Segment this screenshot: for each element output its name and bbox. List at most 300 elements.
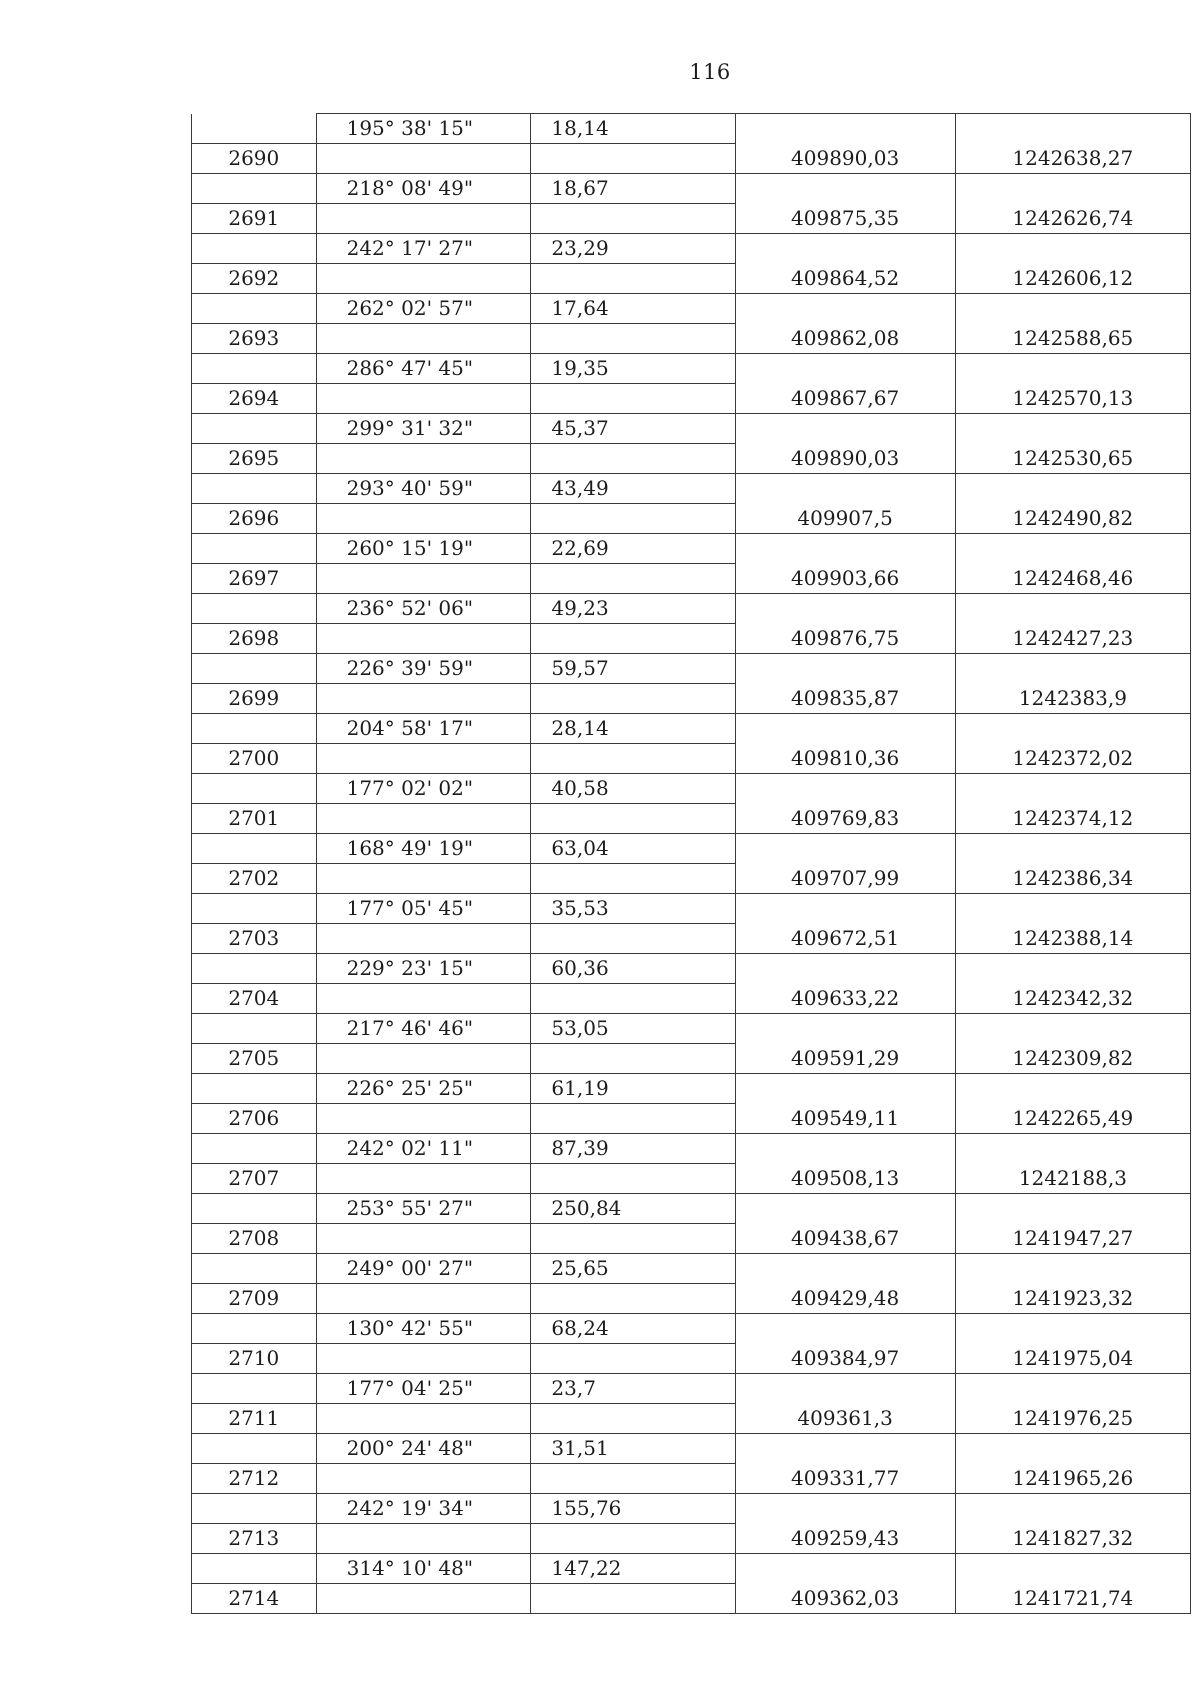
y-coordinate-cell: 1241827,32 <box>955 1524 1190 1554</box>
point-row <box>192 924 1191 954</box>
distance-cell <box>531 324 735 354</box>
distance-cell <box>531 684 735 714</box>
distance-cell <box>531 564 735 594</box>
x-coordinate-cell <box>735 534 955 564</box>
x-coordinate-cell: 409384,97 <box>735 1344 955 1374</box>
point-number-cell: 2711 <box>192 1404 317 1434</box>
x-coordinate-cell: 409769,83 <box>735 804 955 834</box>
point-number-cell: 2709 <box>192 1284 317 1314</box>
y-coordinate-cell <box>955 894 1190 924</box>
bearing-cell <box>316 384 531 414</box>
point-row <box>192 1284 1191 1314</box>
page-number: 116 <box>689 60 731 84</box>
y-coordinate-cell: 1242626,74 <box>955 204 1190 234</box>
bearing-cell <box>316 1464 531 1494</box>
distance-cell <box>531 1164 735 1194</box>
y-coordinate-cell <box>955 1254 1190 1284</box>
distance-cell <box>531 924 735 954</box>
bearing-cell: 286° 47' 45" <box>316 354 531 384</box>
y-coordinate-cell <box>955 114 1190 144</box>
point-number-cell <box>192 294 317 324</box>
point-row <box>192 384 1191 414</box>
bearing-cell <box>316 1224 531 1254</box>
x-coordinate-cell <box>735 1314 955 1344</box>
point-number-cell: 2694 <box>192 384 317 414</box>
point-row <box>192 264 1191 294</box>
segment-row <box>192 1254 1191 1284</box>
bearing-cell: 242° 02' 11" <box>316 1134 531 1164</box>
segment-row <box>192 1314 1191 1344</box>
y-coordinate-cell <box>955 654 1190 684</box>
segment-row <box>192 834 1191 864</box>
x-coordinate-cell <box>735 1134 955 1164</box>
y-coordinate-cell <box>955 714 1190 744</box>
point-number-cell <box>192 414 317 444</box>
y-coordinate-cell: 1242468,46 <box>955 564 1190 594</box>
distance-cell: 87,39 <box>531 1134 735 1164</box>
x-coordinate-cell <box>735 294 955 324</box>
y-coordinate-cell: 1242606,12 <box>955 264 1190 294</box>
x-coordinate-cell: 409259,43 <box>735 1524 955 1554</box>
x-coordinate-cell: 409875,35 <box>735 204 955 234</box>
point-number-cell: 2696 <box>192 504 317 534</box>
bearing-cell <box>316 1404 531 1434</box>
point-row <box>192 1104 1191 1134</box>
point-number-cell <box>192 1554 317 1584</box>
x-coordinate-cell <box>735 174 955 204</box>
y-coordinate-cell: 1242383,9 <box>955 684 1190 714</box>
segment-row <box>192 774 1191 804</box>
point-row <box>192 1524 1191 1554</box>
bearing-cell: 314° 10' 48" <box>316 1554 531 1584</box>
segment-row <box>192 1374 1191 1404</box>
distance-cell <box>531 864 735 894</box>
point-number-cell <box>192 1014 317 1044</box>
point-number-cell <box>192 1494 317 1524</box>
point-number-cell <box>192 654 317 684</box>
bearing-cell <box>316 1524 531 1554</box>
x-coordinate-cell: 409890,03 <box>735 144 955 174</box>
distance-cell: 23,29 <box>531 234 735 264</box>
point-row <box>192 504 1191 534</box>
y-coordinate-cell <box>955 1554 1190 1584</box>
bearing-cell <box>316 564 531 594</box>
y-coordinate-cell: 1242388,14 <box>955 924 1190 954</box>
y-coordinate-cell <box>955 414 1190 444</box>
bearing-cell: 195° 38' 15" <box>316 114 531 144</box>
x-coordinate-cell: 409864,52 <box>735 264 955 294</box>
bearing-cell <box>316 444 531 474</box>
bearing-cell <box>316 624 531 654</box>
y-coordinate-cell: 1241721,74 <box>955 1584 1190 1614</box>
point-number-cell: 2712 <box>192 1464 317 1494</box>
y-coordinate-cell <box>955 1194 1190 1224</box>
distance-cell: 43,49 <box>531 474 735 504</box>
y-coordinate-cell: 1242342,32 <box>955 984 1190 1014</box>
bearing-cell: 226° 39' 59" <box>316 654 531 684</box>
point-number-cell: 2702 <box>192 864 317 894</box>
distance-cell: 23,7 <box>531 1374 735 1404</box>
y-coordinate-cell <box>955 1374 1190 1404</box>
y-coordinate-cell <box>955 294 1190 324</box>
x-coordinate-cell: 409890,03 <box>735 444 955 474</box>
y-coordinate-cell: 1242638,27 <box>955 144 1190 174</box>
point-number-cell <box>192 1194 317 1224</box>
distance-cell: 31,51 <box>531 1434 735 1464</box>
point-number-cell: 2698 <box>192 624 317 654</box>
x-coordinate-cell: 409362,03 <box>735 1584 955 1614</box>
point-number-cell: 2693 <box>192 324 317 354</box>
point-row <box>192 864 1191 894</box>
distance-cell <box>531 444 735 474</box>
point-row <box>192 144 1191 174</box>
x-coordinate-cell <box>735 474 955 504</box>
distance-cell <box>531 384 735 414</box>
distance-cell: 59,57 <box>531 654 735 684</box>
point-number-cell: 2708 <box>192 1224 317 1254</box>
distance-cell: 63,04 <box>531 834 735 864</box>
distance-cell <box>531 144 735 174</box>
bearing-cell: 130° 42' 55" <box>316 1314 531 1344</box>
point-number-cell <box>192 714 317 744</box>
x-coordinate-cell: 409429,48 <box>735 1284 955 1314</box>
distance-cell <box>531 1284 735 1314</box>
bearing-cell: 236° 52' 06" <box>316 594 531 624</box>
bearing-cell <box>316 504 531 534</box>
point-number-cell: 2705 <box>192 1044 317 1074</box>
y-coordinate-cell <box>955 774 1190 804</box>
x-coordinate-cell <box>735 1434 955 1464</box>
distance-cell: 35,53 <box>531 894 735 924</box>
y-coordinate-cell: 1242265,49 <box>955 1104 1190 1134</box>
point-row <box>192 444 1191 474</box>
bearing-cell <box>316 324 531 354</box>
distance-cell <box>531 1224 735 1254</box>
segment-row <box>192 174 1191 204</box>
distance-cell <box>531 804 735 834</box>
segment-row <box>192 1554 1191 1584</box>
x-coordinate-cell: 409867,67 <box>735 384 955 414</box>
x-coordinate-cell <box>735 414 955 444</box>
point-number-cell <box>192 1134 317 1164</box>
point-number-cell <box>192 474 317 504</box>
bearing-cell <box>316 1284 531 1314</box>
point-row <box>192 684 1191 714</box>
bearing-cell <box>316 1584 531 1614</box>
point-row <box>192 1404 1191 1434</box>
bearing-cell: 168° 49' 19" <box>316 834 531 864</box>
distance-cell: 18,67 <box>531 174 735 204</box>
y-coordinate-cell <box>955 234 1190 264</box>
bearing-cell: 177° 04' 25" <box>316 1374 531 1404</box>
bearing-cell <box>316 744 531 774</box>
segment-row <box>192 654 1191 684</box>
point-row <box>192 804 1191 834</box>
point-number-cell <box>192 1434 317 1464</box>
x-coordinate-cell <box>735 114 955 144</box>
y-coordinate-cell: 1242588,65 <box>955 324 1190 354</box>
bearing-cell: 242° 19' 34" <box>316 1494 531 1524</box>
x-coordinate-cell <box>735 654 955 684</box>
distance-cell: 60,36 <box>531 954 735 984</box>
y-coordinate-cell: 1242386,34 <box>955 864 1190 894</box>
segment-row <box>192 714 1191 744</box>
point-row <box>192 1584 1191 1614</box>
bearing-cell: 177° 05' 45" <box>316 894 531 924</box>
bearing-cell <box>316 264 531 294</box>
bearing-cell: 249° 00' 27" <box>316 1254 531 1284</box>
point-number-cell: 2692 <box>192 264 317 294</box>
distance-cell: 49,23 <box>531 594 735 624</box>
point-number-cell <box>192 114 317 144</box>
x-coordinate-cell <box>735 354 955 384</box>
x-coordinate-cell: 409549,11 <box>735 1104 955 1134</box>
y-coordinate-cell: 1241976,25 <box>955 1404 1190 1434</box>
x-coordinate-cell <box>735 1074 955 1104</box>
point-row <box>192 1044 1191 1074</box>
coordinate-table <box>191 113 1191 1614</box>
bearing-cell <box>316 864 531 894</box>
distance-cell: 18,14 <box>531 114 735 144</box>
y-coordinate-cell <box>955 1014 1190 1044</box>
point-number-cell <box>192 1374 317 1404</box>
segment-row <box>192 954 1191 984</box>
x-coordinate-cell: 409862,08 <box>735 324 955 354</box>
x-coordinate-cell: 409591,29 <box>735 1044 955 1074</box>
segment-row <box>192 1494 1191 1524</box>
y-coordinate-cell: 1242427,23 <box>955 624 1190 654</box>
x-coordinate-cell: 409438,67 <box>735 1224 955 1254</box>
distance-cell <box>531 1044 735 1074</box>
y-coordinate-cell <box>955 594 1190 624</box>
distance-cell: 40,58 <box>531 774 735 804</box>
x-coordinate-cell: 409907,5 <box>735 504 955 534</box>
bearing-cell: 299° 31' 32" <box>316 414 531 444</box>
distance-cell <box>531 1404 735 1434</box>
distance-cell <box>531 264 735 294</box>
y-coordinate-cell <box>955 1134 1190 1164</box>
point-number-cell <box>192 834 317 864</box>
point-number-cell: 2700 <box>192 744 317 774</box>
y-coordinate-cell: 1242374,12 <box>955 804 1190 834</box>
x-coordinate-cell <box>735 1374 955 1404</box>
point-number-cell: 2697 <box>192 564 317 594</box>
x-coordinate-cell: 409707,99 <box>735 864 955 894</box>
x-coordinate-cell <box>735 894 955 924</box>
x-coordinate-cell: 409672,51 <box>735 924 955 954</box>
point-number-cell: 2690 <box>192 144 317 174</box>
y-coordinate-cell <box>955 834 1190 864</box>
distance-cell <box>531 1344 735 1374</box>
bearing-cell: 260° 15' 19" <box>316 534 531 564</box>
distance-cell <box>531 1584 735 1614</box>
point-row <box>192 624 1191 654</box>
x-coordinate-cell: 409508,13 <box>735 1164 955 1194</box>
y-coordinate-cell <box>955 354 1190 384</box>
x-coordinate-cell: 409633,22 <box>735 984 955 1014</box>
y-coordinate-cell: 1242530,65 <box>955 444 1190 474</box>
y-coordinate-cell: 1242490,82 <box>955 504 1190 534</box>
bearing-cell: 217° 46' 46" <box>316 1014 531 1044</box>
y-coordinate-cell <box>955 534 1190 564</box>
x-coordinate-cell <box>735 594 955 624</box>
point-number-cell <box>192 174 317 204</box>
distance-cell <box>531 1524 735 1554</box>
bearing-cell <box>316 1044 531 1074</box>
bearing-cell: 226° 25' 25" <box>316 1074 531 1104</box>
point-row <box>192 324 1191 354</box>
point-number-cell <box>192 954 317 984</box>
bearing-cell <box>316 984 531 1014</box>
segment-row <box>192 1014 1191 1044</box>
y-coordinate-cell: 1241965,26 <box>955 1464 1190 1494</box>
distance-cell: 45,37 <box>531 414 735 444</box>
point-row <box>192 204 1191 234</box>
point-number-cell: 2707 <box>192 1164 317 1194</box>
x-coordinate-cell: 409903,66 <box>735 564 955 594</box>
x-coordinate-cell <box>735 1554 955 1584</box>
point-number-cell <box>192 774 317 804</box>
distance-cell: 22,69 <box>531 534 735 564</box>
point-number-cell: 2691 <box>192 204 317 234</box>
segment-row <box>192 294 1191 324</box>
y-coordinate-cell: 1241923,32 <box>955 1284 1190 1314</box>
distance-cell: 147,22 <box>531 1554 735 1584</box>
point-row <box>192 1344 1191 1374</box>
bearing-cell <box>316 924 531 954</box>
y-coordinate-cell: 1242372,02 <box>955 744 1190 774</box>
bearing-cell: 177° 02' 02" <box>316 774 531 804</box>
x-coordinate-cell <box>735 954 955 984</box>
bearing-cell <box>316 804 531 834</box>
point-row <box>192 564 1191 594</box>
x-coordinate-cell: 409810,36 <box>735 744 955 774</box>
segment-row <box>192 894 1191 924</box>
segment-row <box>192 534 1191 564</box>
bearing-cell: 262° 02' 57" <box>316 294 531 324</box>
point-number-cell <box>192 1074 317 1104</box>
bearing-cell: 200° 24' 48" <box>316 1434 531 1464</box>
bearing-cell <box>316 1164 531 1194</box>
distance-cell <box>531 624 735 654</box>
distance-cell: 61,19 <box>531 1074 735 1104</box>
point-number-cell: 2695 <box>192 444 317 474</box>
bearing-cell: 229° 23' 15" <box>316 954 531 984</box>
segment-row <box>192 1134 1191 1164</box>
y-coordinate-cell <box>955 474 1190 504</box>
segment-row <box>192 354 1191 384</box>
segment-row <box>192 594 1191 624</box>
distance-cell <box>531 744 735 774</box>
point-number-cell <box>192 1314 317 1344</box>
coordinate-table-body <box>192 114 1191 1614</box>
segment-row <box>192 1194 1191 1224</box>
point-number-cell <box>192 354 317 384</box>
bearing-cell: 204° 58' 17" <box>316 714 531 744</box>
point-number-cell: 2704 <box>192 984 317 1014</box>
x-coordinate-cell: 409835,87 <box>735 684 955 714</box>
x-coordinate-cell <box>735 1014 955 1044</box>
distance-cell: 25,65 <box>531 1254 735 1284</box>
distance-cell: 250,84 <box>531 1194 735 1224</box>
bearing-cell <box>316 684 531 714</box>
point-row <box>192 984 1191 1014</box>
segment-row <box>192 114 1191 144</box>
y-coordinate-cell <box>955 1434 1190 1464</box>
x-coordinate-cell <box>735 1254 955 1284</box>
x-coordinate-cell <box>735 834 955 864</box>
y-coordinate-cell <box>955 174 1190 204</box>
point-number-cell: 2714 <box>192 1584 317 1614</box>
bearing-cell <box>316 1104 531 1134</box>
point-number-cell <box>192 894 317 924</box>
point-number-cell: 2701 <box>192 804 317 834</box>
distance-cell: 53,05 <box>531 1014 735 1044</box>
bearing-cell <box>316 144 531 174</box>
distance-cell: 19,35 <box>531 354 735 384</box>
distance-cell: 155,76 <box>531 1494 735 1524</box>
distance-cell: 28,14 <box>531 714 735 744</box>
y-coordinate-cell <box>955 1494 1190 1524</box>
point-number-cell: 2706 <box>192 1104 317 1134</box>
y-coordinate-cell: 1242309,82 <box>955 1044 1190 1074</box>
point-number-cell <box>192 234 317 264</box>
bearing-cell: 218° 08' 49" <box>316 174 531 204</box>
point-number-cell <box>192 534 317 564</box>
segment-row <box>192 414 1191 444</box>
bearing-cell <box>316 204 531 234</box>
y-coordinate-cell: 1242570,13 <box>955 384 1190 414</box>
y-coordinate-cell: 1242188,3 <box>955 1164 1190 1194</box>
bearing-cell <box>316 1344 531 1374</box>
bearing-cell: 242° 17' 27" <box>316 234 531 264</box>
y-coordinate-cell: 1241947,27 <box>955 1224 1190 1254</box>
y-coordinate-cell <box>955 954 1190 984</box>
point-number-cell <box>192 1254 317 1284</box>
distance-cell <box>531 204 735 234</box>
distance-cell: 68,24 <box>531 1314 735 1344</box>
x-coordinate-cell <box>735 234 955 264</box>
distance-cell <box>531 1104 735 1134</box>
x-coordinate-cell <box>735 1194 955 1224</box>
point-row <box>192 1464 1191 1494</box>
distance-cell <box>531 984 735 1014</box>
x-coordinate-cell <box>735 774 955 804</box>
point-number-cell <box>192 594 317 624</box>
point-row <box>192 744 1191 774</box>
x-coordinate-cell <box>735 714 955 744</box>
point-number-cell: 2699 <box>192 684 317 714</box>
point-row <box>192 1224 1191 1254</box>
x-coordinate-cell: 409331,77 <box>735 1464 955 1494</box>
point-row <box>192 1164 1191 1194</box>
x-coordinate-cell: 409361,3 <box>735 1404 955 1434</box>
point-number-cell: 2713 <box>192 1524 317 1554</box>
distance-cell: 17,64 <box>531 294 735 324</box>
y-coordinate-cell <box>955 1074 1190 1104</box>
segment-row <box>192 1434 1191 1464</box>
bearing-cell: 293° 40' 59" <box>316 474 531 504</box>
x-coordinate-cell <box>735 1494 955 1524</box>
y-coordinate-cell <box>955 1314 1190 1344</box>
bearing-cell: 253° 55' 27" <box>316 1194 531 1224</box>
segment-row <box>192 234 1191 264</box>
y-coordinate-cell: 1241975,04 <box>955 1344 1190 1374</box>
segment-row <box>192 474 1191 504</box>
point-number-cell: 2703 <box>192 924 317 954</box>
segment-row <box>192 1074 1191 1104</box>
distance-cell <box>531 504 735 534</box>
